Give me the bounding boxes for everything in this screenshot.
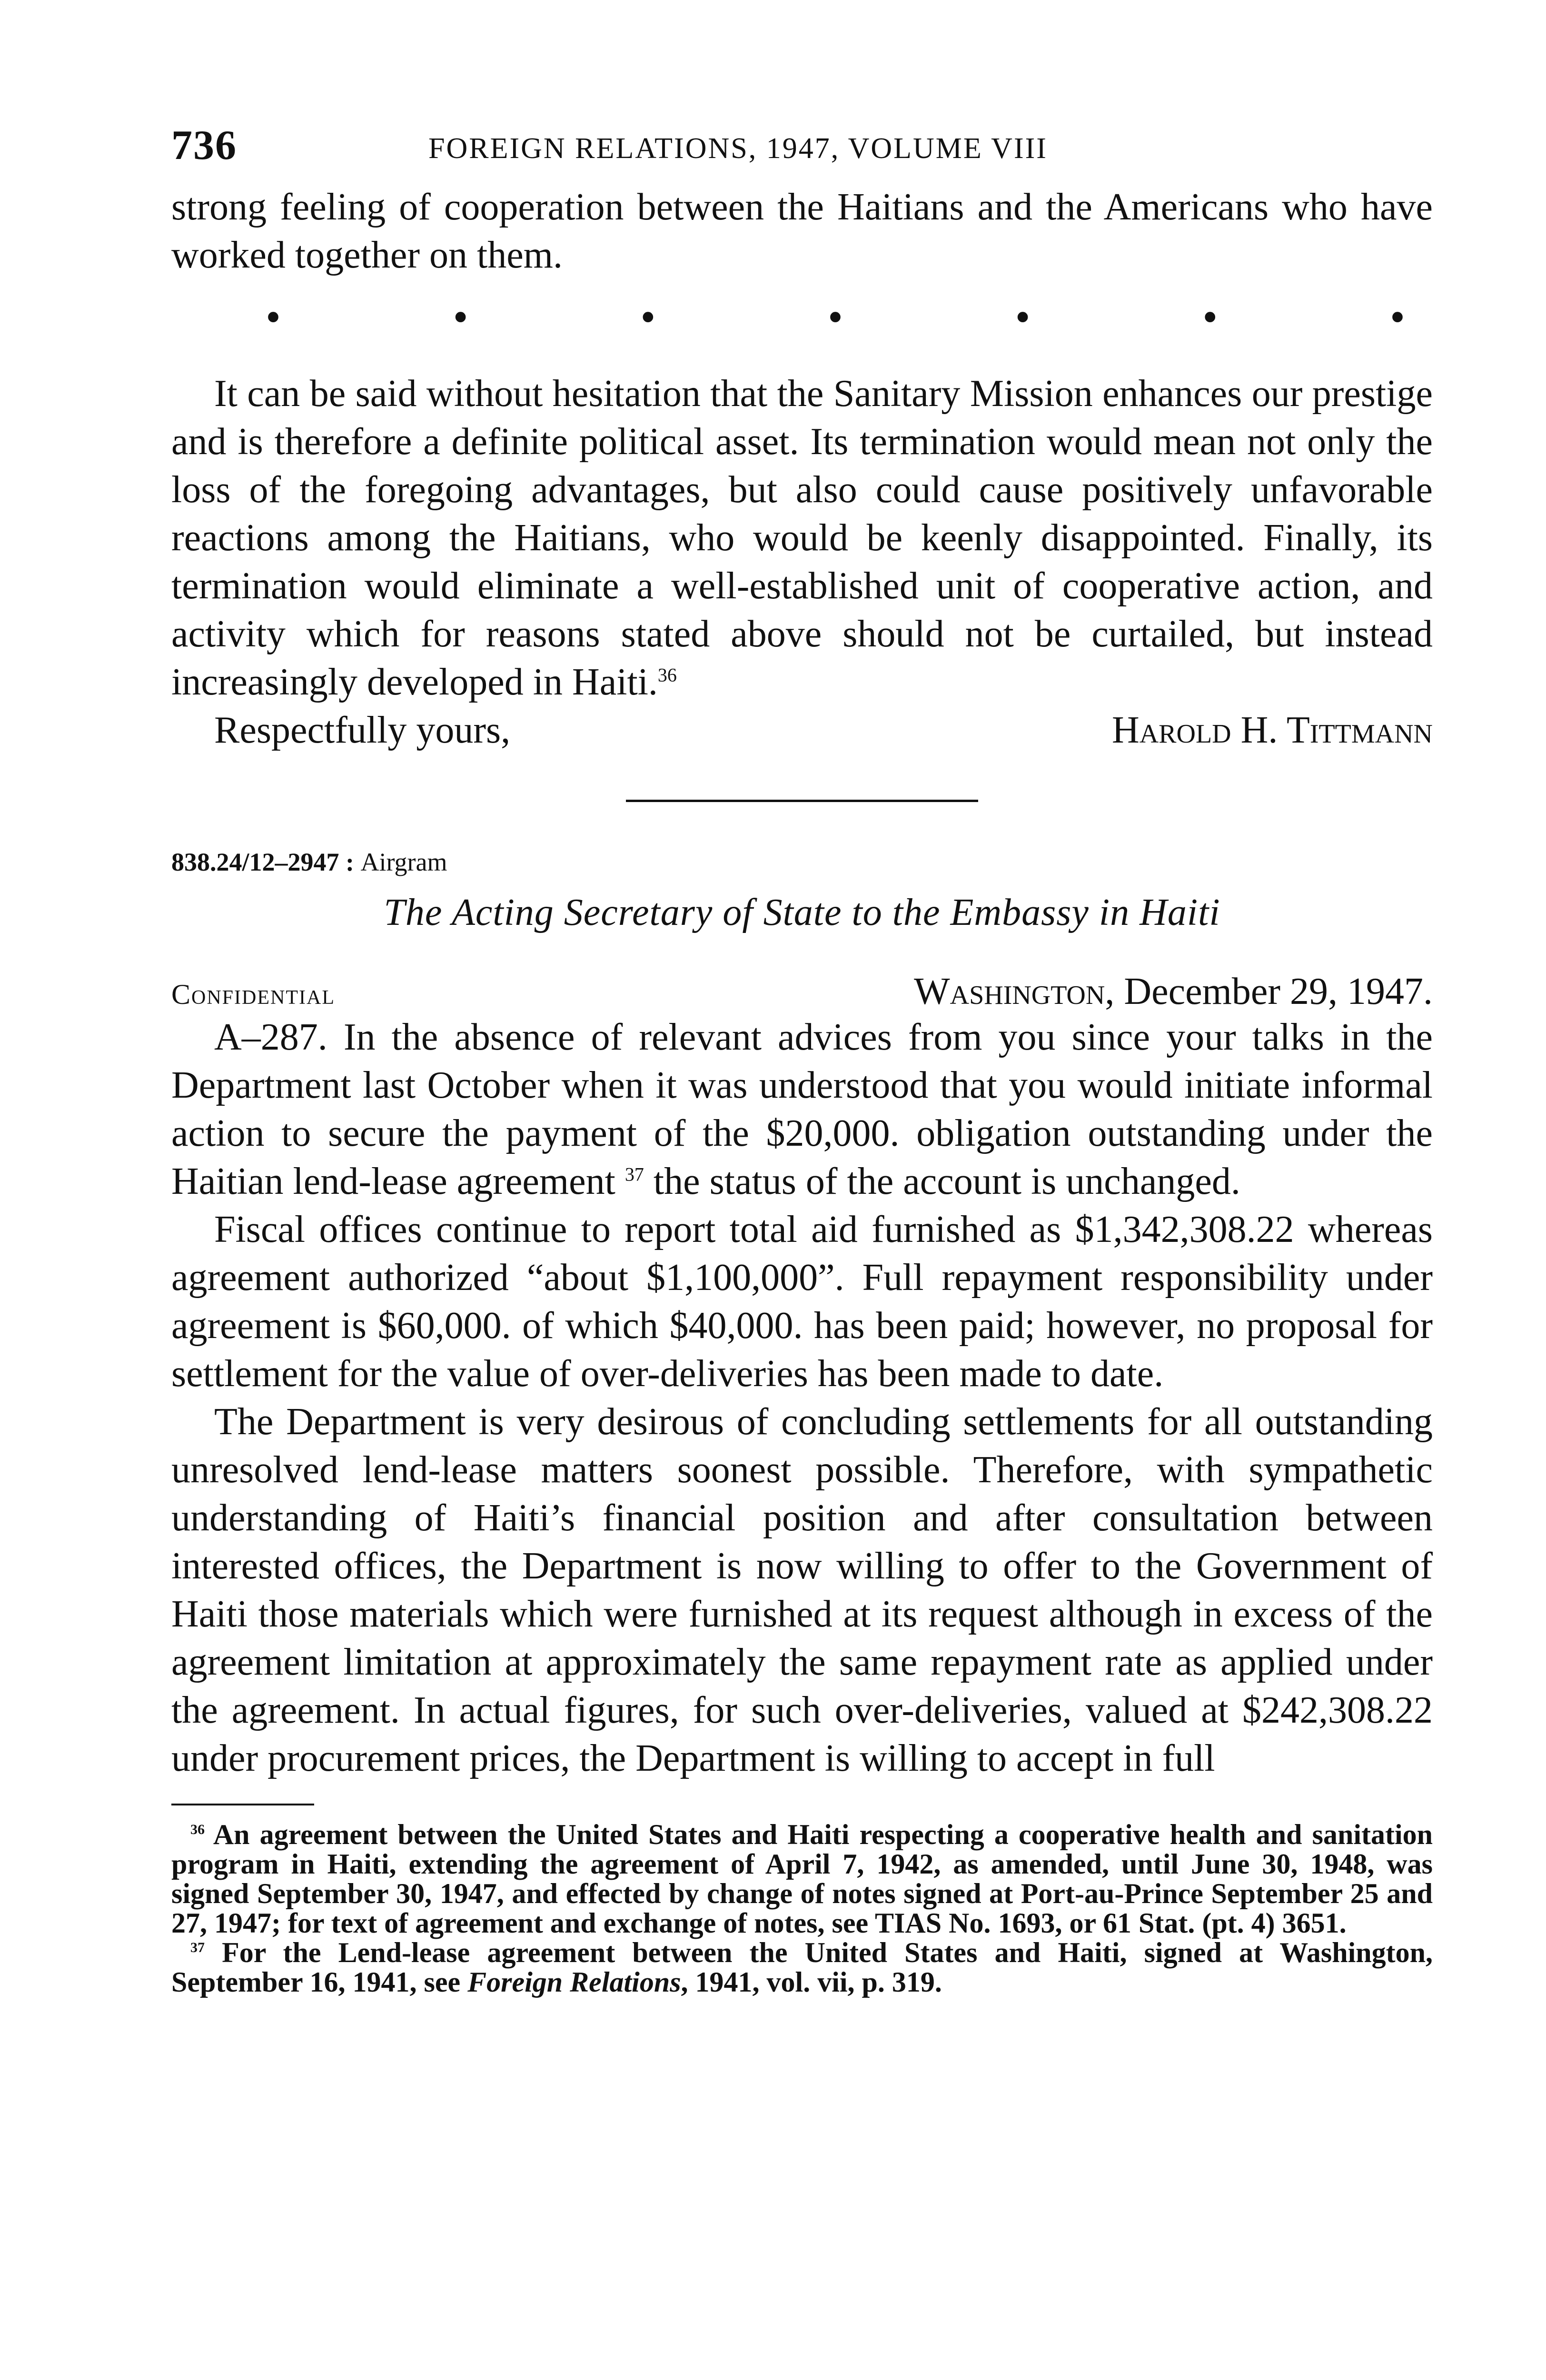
footnote-text: An agreement between the United States and Haiti respecting a cooperative health and sanitation program in Haiti, extending the agreement of April 7, 1942, as amended, until June 30, 1948, was signed September 30, 1947, and effected by change of notes signed at Port-au-Prince September 25 and 27, 1947; for text of agreement and exchange of notes, see TIAS No. 1693, or 61 Stat. (pt. 4) 3651. bbox=[171, 1819, 1433, 1939]
file-number: 838.24/12–2947 : bbox=[171, 848, 354, 876]
conclusion-text: It can be said without hesitation that the Sanitary Mission enhances our prestige and is therefore a definite political asset. Its termination would mean not only the loss of the foregoing advantages, but also could cause positively unfavorable reactions among the Haitians, who would be keenly disappointed. Finally, its termination would eliminate a well-established unit of cooperative action, and activity which for reasons stated above should not be curtailed, but instead increasingly developed in Haiti. bbox=[171, 373, 1433, 703]
place: Washington bbox=[914, 971, 1105, 1012]
continuation-paragraph: strong feeling of cooperation between the Haitians and the Americans who have worked together on them. bbox=[171, 186, 1433, 276]
file-reference bbox=[171, 847, 1433, 877]
file-kind: Airgram bbox=[360, 848, 447, 876]
date: , December 29, 1947. bbox=[1105, 971, 1433, 1012]
omission-dots bbox=[171, 298, 1433, 337]
omission-dot: • bbox=[1016, 297, 1030, 338]
conclusion-paragraph bbox=[171, 370, 1433, 706]
page bbox=[171, 121, 1433, 1997]
footnote-37 bbox=[171, 1938, 1433, 1997]
airgram-paragraph-3: The Department is very desirous of concluding settlements for all outstanding unresolved lend-lease matters soonest possible. Therefore, with sympathetic understanding of Haiti’s financial position and after consultation between interested offices, the Department is now willing to offer to the Government of Haiti those materials which were furnished at its request although in excess of the agreement limitation at approximately the same repayment rate as applied under the agreement. In actual figures, for such over-deliveries, valued at $242,308.22 under procurement prices, the Department is willing to accept in full bbox=[171, 1401, 1433, 1779]
running-head: FOREIGN RELATIONS, 1947, VOLUME VIII bbox=[428, 132, 1048, 165]
footnote-36 bbox=[171, 1820, 1433, 1938]
omission-dot: • bbox=[1390, 297, 1404, 338]
footnote-number: 37 bbox=[190, 1940, 205, 1955]
omission-dot: • bbox=[1203, 297, 1217, 338]
document-title: The Acting Secretary of State to the Embassy in Haiti bbox=[384, 892, 1220, 933]
paragraph-1-text-end: the status of the account is unchanged. bbox=[644, 1160, 1240, 1202]
footnote-text-end: , 1941, vol. vii, p. 319. bbox=[681, 1966, 942, 1998]
place-and-date bbox=[914, 970, 1433, 1013]
page-number: 736 bbox=[171, 122, 237, 169]
airgram-paragraph-2: Fiscal offices continue to report total aid furnished as $1,342,308.22 whereas agreement authorized “about $1,100,000”. Full repayment responsibility under agreement is $60,000. of which $40,000. has been paid; however, no proposal for settlement for the value of over-deliveries has been made to date. bbox=[171, 1209, 1433, 1395]
letter-closing bbox=[171, 706, 1433, 754]
footnote-ref-36: 36 bbox=[657, 664, 677, 686]
footnote-number: 36 bbox=[190, 1822, 205, 1837]
omission-dot: • bbox=[828, 297, 842, 338]
paragraph-1-text: A–287. In the absence of relevant advices from you since your talks in the Department last October when it was understood that you would initiate informal action to secure the payment of the $20,000. obligation outstanding under the Haitian lend-lease agreement bbox=[171, 1016, 1433, 1202]
footnote-text: For the Lend-lease agreement between the United States and Haiti, signed at Washington, September 16, 1941, see bbox=[171, 1937, 1433, 1998]
airgram-paragraph-1 bbox=[171, 1013, 1433, 1206]
page-header bbox=[171, 121, 1433, 183]
section-divider bbox=[626, 800, 978, 802]
footnote-ref-37: 37 bbox=[624, 1163, 644, 1185]
omission-dot: • bbox=[641, 297, 655, 338]
omission-dot: • bbox=[454, 297, 467, 338]
omission-dot: • bbox=[267, 297, 280, 338]
salutation: Respectfully yours, bbox=[214, 709, 511, 751]
signature: Harold H. Tittmann bbox=[1111, 709, 1433, 751]
classification: Confidential bbox=[171, 979, 335, 1010]
footnote-citation: Foreign Relations bbox=[467, 1966, 681, 1998]
footnote-divider bbox=[171, 1804, 314, 1805]
dateline bbox=[171, 970, 1433, 1013]
